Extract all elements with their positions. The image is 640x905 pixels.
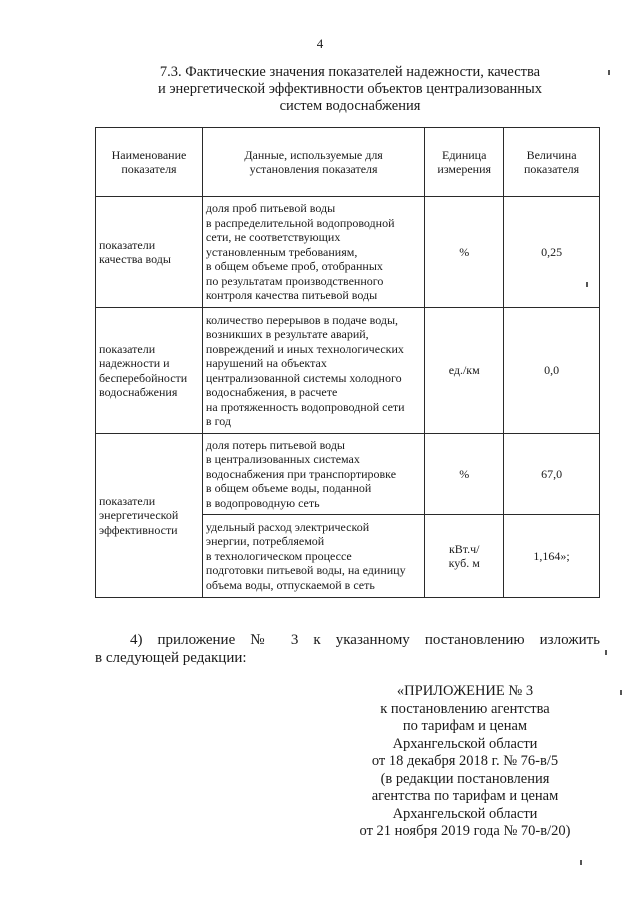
appendix-line: Архангельской области (392, 735, 538, 752)
table-header-row (96, 128, 600, 197)
value-cell: 1,164»; (504, 515, 600, 598)
cell-line: водоснабжения, в расчете (205, 385, 338, 399)
header-data-used (202, 128, 424, 197)
cell-line: водоснабжения (99, 385, 178, 399)
indicator-data-cell (202, 515, 424, 598)
cell-line: объема воды, отпускаемой в сеть (205, 577, 375, 592)
cell-line: удельный расход электрической (205, 519, 370, 534)
cell-line: энергии, потребляемой (205, 534, 325, 549)
cell-line: сети, не соответствующих (205, 230, 341, 245)
cell-line: нарушений на объектах (205, 356, 327, 370)
value-cell: 0,25 (504, 197, 600, 308)
unit-cell (425, 515, 504, 598)
cell-line: показатели (99, 341, 156, 356)
header-indicator-name (96, 128, 203, 197)
cell-line: куб. м (448, 556, 480, 570)
appendix-line: «ПРИЛОЖЕНИЕ № 3 (396, 683, 534, 699)
value-cell: 0,0 (504, 308, 600, 434)
unit-cell (425, 308, 504, 434)
cell-line: бесперебойности (99, 370, 188, 385)
appendix-line: от 18 декабря 2018 г. № 76-в/5 (371, 753, 559, 769)
cell-line: в общем объеме воды, поданной (205, 481, 372, 496)
cell-line: в общем объеме проб, отобранных (205, 259, 383, 274)
cell-line: % (459, 244, 470, 259)
cell-line: эффективности (99, 522, 178, 537)
cell-line: централизованной системы холодного (205, 370, 402, 385)
unit-cell (425, 197, 504, 308)
cell-line: % (459, 466, 470, 481)
indicator-data-cell (202, 308, 424, 434)
section-title (90, 64, 610, 115)
cell-line: в год (205, 414, 231, 428)
cell-line: надежности и (99, 356, 170, 370)
appendix-line: от 21 ноября 2019 года № 70-в/20) (359, 823, 571, 839)
header-line: Единица (441, 147, 487, 162)
amendment-clause (95, 631, 600, 667)
table-row (96, 434, 600, 515)
clause-line: 4) приложение № 3 к указанному постановлению изложить (130, 632, 600, 648)
section-title-line: и энергетической эффективности объектов централизованных (157, 81, 543, 97)
clause-line: в следующей редакции: (95, 650, 247, 666)
cell-line: в распределительной водопроводной (205, 215, 395, 230)
scan-speck (586, 282, 588, 287)
header-unit (425, 128, 504, 197)
header-line: показателя (523, 162, 580, 176)
section-title-line: систем водоснабжения (279, 98, 421, 114)
appendix-line: (в редакции постановления (380, 770, 550, 787)
unit-cell (425, 434, 504, 515)
indicator-data-cell (202, 197, 424, 308)
cell-line: водоснабжения при транспортировке (205, 466, 397, 481)
header-line: измерения (437, 162, 492, 176)
indicator-data-cell (202, 434, 424, 515)
cell-line: контроля качества питьевой воды (205, 288, 378, 303)
section-title-line: 7.3. Фактические значения показателей надежности, качества (159, 64, 541, 80)
cell-line: количество перерывов в подаче воды, (205, 312, 399, 327)
header-line: установления показателя (249, 162, 378, 176)
table-row (96, 197, 600, 308)
cell-line: качества воды (99, 252, 171, 266)
scan-speck (620, 690, 622, 695)
header-line: Наименование (111, 147, 187, 162)
table-row (96, 308, 600, 434)
cell-line: доля потерь питьевой воды (205, 437, 345, 452)
header-line: Данные, используемые для (244, 147, 383, 162)
cell-line: возникших в результате аварий, (205, 327, 369, 341)
header-line: показателя (121, 162, 177, 176)
indicators-table (95, 127, 600, 598)
header-value (504, 128, 600, 197)
cell-line: в технологическом процессе (205, 548, 352, 563)
scan-speck (605, 650, 607, 655)
cell-line: показатели (99, 237, 156, 252)
cell-line: кВт.ч/ (448, 541, 480, 556)
cell-line: по результатам производственного (205, 273, 384, 288)
indicator-name-cell (96, 308, 203, 434)
appendix-heading-block (340, 683, 590, 841)
cell-line: повреждений и иных технологических (205, 341, 404, 356)
cell-line: в водопроводную сеть (205, 495, 320, 510)
cell-line: на протяженность водопроводной сети (205, 399, 405, 414)
cell-line: энергетической (99, 508, 179, 523)
scan-speck (580, 860, 582, 865)
appendix-line: агентства по тарифам и ценам (371, 788, 559, 804)
appendix-line: к постановлению агентства (380, 700, 550, 717)
header-line: Величина (526, 147, 577, 162)
appendix-line: Архангельской области (392, 805, 538, 822)
scan-speck (608, 70, 610, 75)
indicator-name-cell (96, 434, 203, 598)
cell-line: установленным требованиям, (205, 244, 358, 259)
cell-line: доля проб питьевой воды (205, 201, 336, 216)
appendix-line: по тарифам и ценам (402, 718, 528, 734)
value-cell: 67,0 (504, 434, 600, 515)
cell-line: показатели (99, 493, 156, 508)
page-number: 4 (316, 36, 324, 51)
cell-line: подготовки питьевой воды, на единицу (205, 563, 406, 578)
cell-line: ед./км (448, 363, 480, 378)
indicator-name-cell (96, 197, 203, 308)
cell-line: в централизованных системах (205, 452, 360, 467)
